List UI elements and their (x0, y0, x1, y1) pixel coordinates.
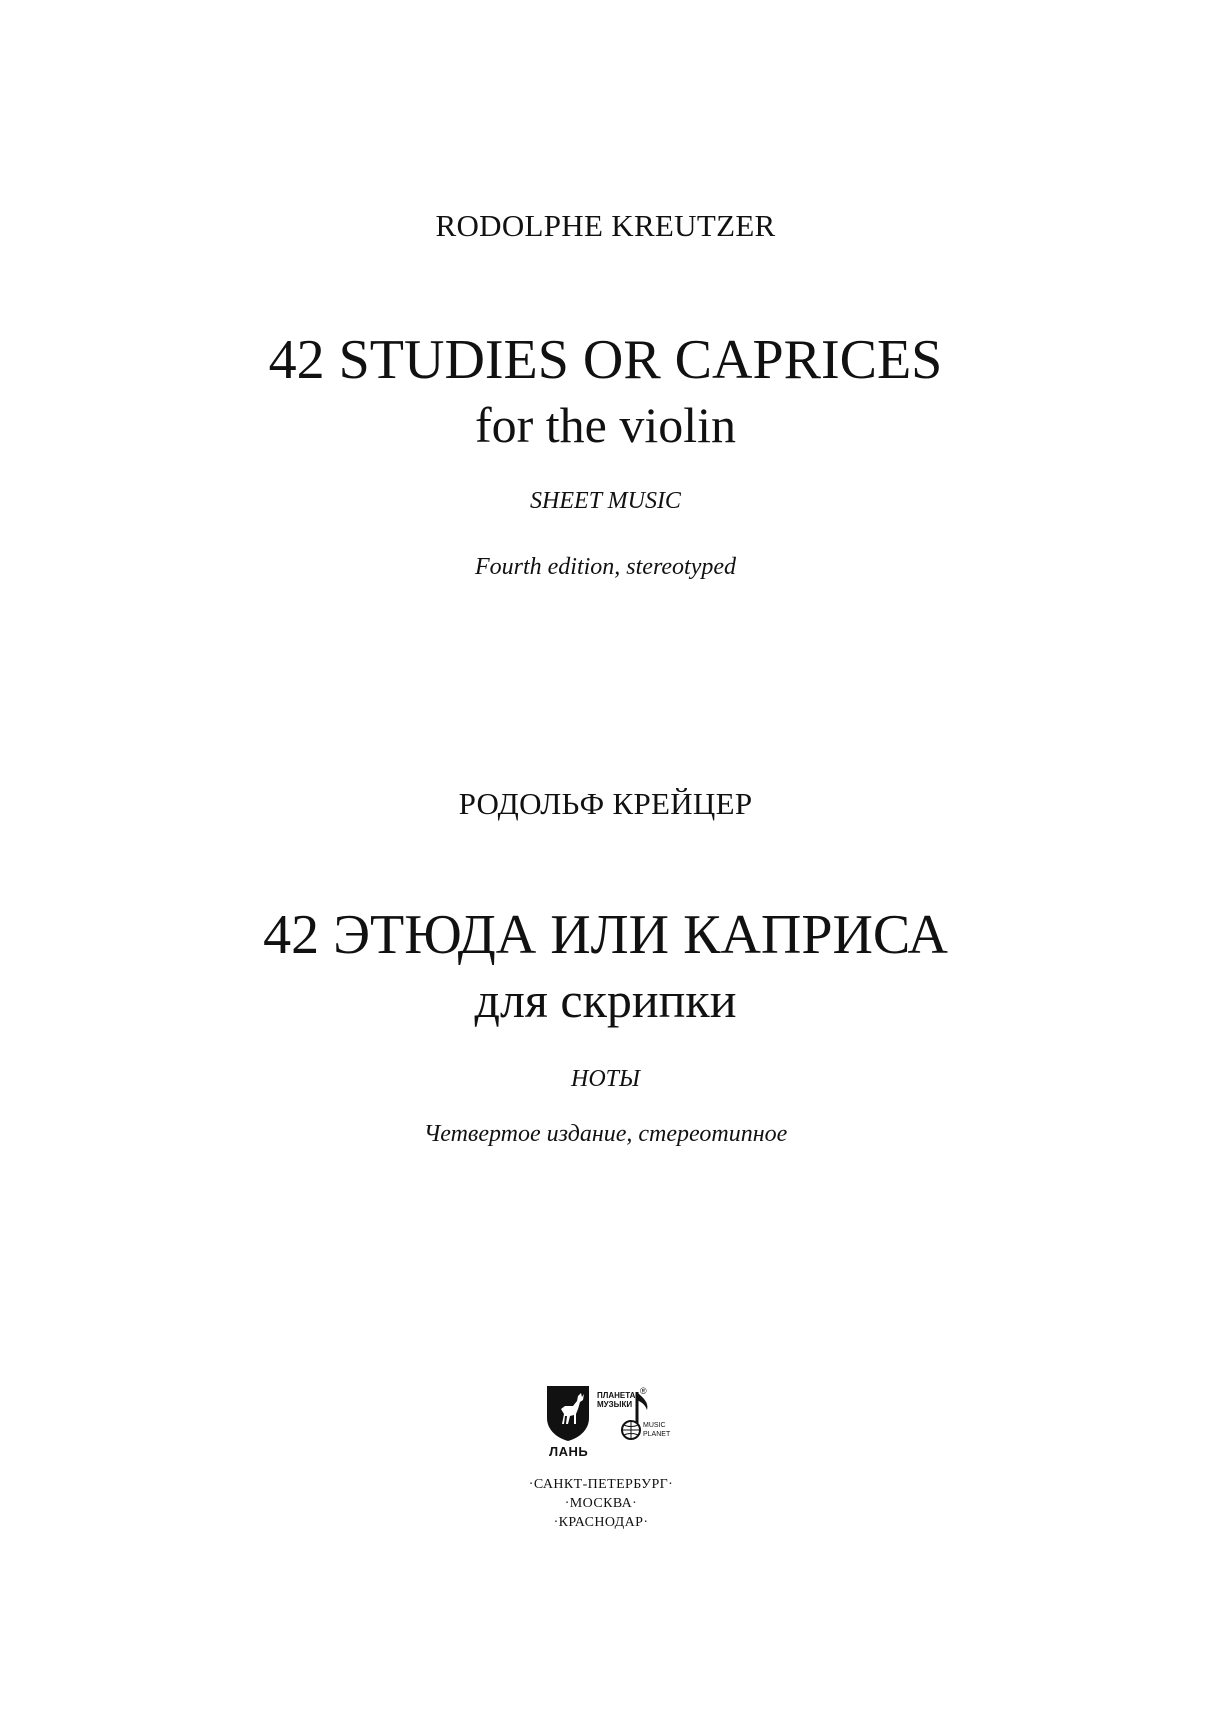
lan-label: ЛАНЬ (549, 1444, 589, 1459)
english-edition: Fourth edition, stereotyped (474, 554, 737, 580)
lan-deer-logo-icon (545, 1384, 591, 1442)
english-title: 42 STUDIES OR CAPRICES (268, 329, 943, 391)
russian-title: 42 ЭТЮДА ИЛИ КАПРИСА (263, 904, 948, 966)
music-planet-2: PLANET (643, 1431, 671, 1438)
planet-label-1: ПЛАНЕТА (597, 1391, 636, 1400)
city-moscow: ·МОСКВА· (564, 1496, 638, 1511)
music-planet-1: MUSIC (643, 1422, 666, 1429)
english-kind: SHEET MUSIC (530, 488, 681, 514)
city-krasnodar: ·КРАСНОДАР· (553, 1515, 649, 1530)
russian-edition: Четвертое издание, стереотипное (423, 1121, 788, 1147)
english-author: RODOLPHE KREUTZER (435, 208, 776, 243)
city-saint-petersburg: ·САНКТ-ПЕТЕРБУРГ· (528, 1477, 674, 1492)
russian-author: РОДОЛЬФ КРЕЙЦЕР (458, 786, 753, 821)
registered-mark: ® (640, 1386, 647, 1396)
russian-kind: НОТЫ (571, 1066, 640, 1092)
publisher-logo-block (511, 1384, 691, 1534)
planet-label-2: МУЗЫКИ (597, 1400, 633, 1409)
english-subtitle: for the violin (474, 397, 737, 453)
russian-subtitle: для скрипки (474, 972, 737, 1028)
